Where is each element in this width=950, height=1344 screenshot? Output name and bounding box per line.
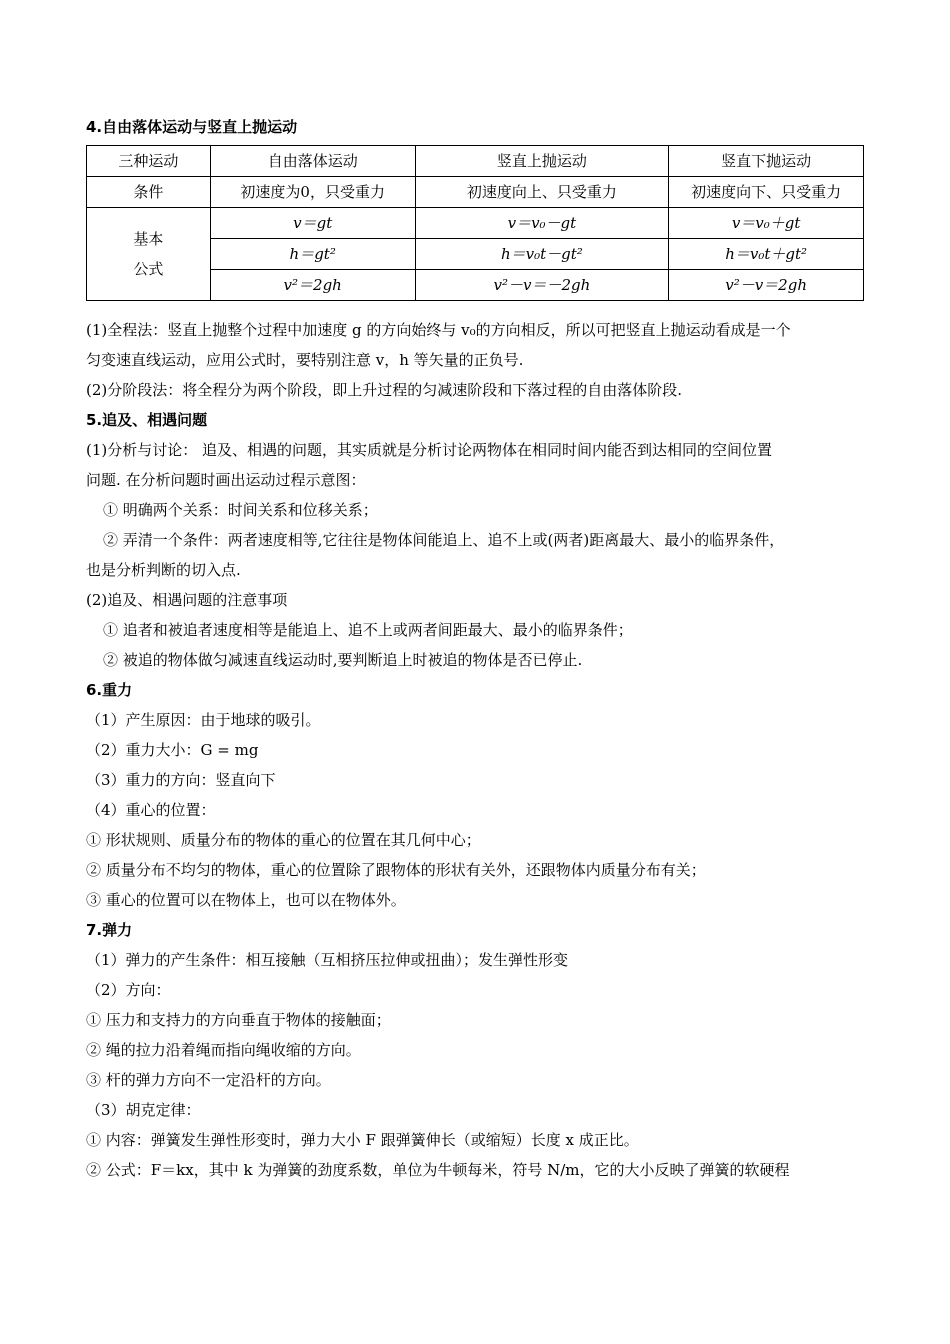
paragraph: （2）方向：	[86, 981, 171, 999]
list-item: ③ 杆的弹力方向不一定沿杆的方向。	[86, 1071, 331, 1089]
section-5-title: 5.追及、相遇问题	[86, 411, 208, 429]
paragraph: 问题. 在分析问题时画出运动过程示意图：	[86, 471, 366, 489]
paragraph: （3）重力的方向：竖直向下	[86, 771, 276, 789]
formula-cell: v＝v₀－gt	[415, 208, 669, 239]
formula-cell: v²－v＝2gh	[669, 270, 864, 301]
formula-cell: h＝v₀t＋gt²	[669, 239, 864, 270]
formula-cell: v²＝2gh	[210, 270, 415, 301]
table-row-conditions	[87, 177, 864, 208]
table-header-cell: 自由落体运动	[210, 146, 415, 177]
paragraph: (2)分阶段法：将全程分为两个阶段，即上升过程的匀减速阶段和下落过程的自由落体阶段.	[86, 381, 683, 399]
table-row-formula	[87, 208, 864, 239]
paragraph: (1)全程法：竖直上抛整个过程中加速度 g 的方向始终与 v₀的方向相反，所以可把竖直上抛运动看成是一个	[86, 321, 791, 339]
document-page	[86, 112, 864, 1185]
section-4-title: 4.自由落体运动与竖直上抛运动	[86, 118, 298, 136]
paragraph: （1）产生原因：由于地球的吸引。	[86, 711, 321, 729]
table-cell: 初速度向下、只受重力	[669, 177, 864, 208]
list-item: ① 形状规则、质量分布的物体的重心的位置在其几何中心；	[86, 831, 481, 849]
basic-formula-label	[87, 208, 211, 301]
paragraph: (1)分析与讨论： 追及、相遇的问题，其实质就是分析讨论两物体在相同时间内能否到达相同的空间位置	[86, 441, 773, 459]
section-7-title: 7.弹力	[86, 921, 133, 939]
table-header-cell: 竖直上抛运动	[415, 146, 669, 177]
table-header-cell: 三种运动	[87, 146, 211, 177]
table-header-cell: 竖直下抛运动	[669, 146, 864, 177]
list-item: ② 公式：F＝kx，其中 k 为弹簧的劲度系数，单位为牛顿每米，符号 N/m，它的大小反映了弹簧的软硬程	[86, 1161, 790, 1179]
list-item: ① 内容：弹簧发生弹性形变时，弹力大小 F 跟弹簧伸长（或缩短）长度 x 成正比。	[86, 1131, 639, 1149]
list-item: ① 压力和支持力的方向垂直于物体的接触面；	[86, 1011, 391, 1029]
table-cell: 初速度为0，只受重力	[210, 177, 415, 208]
paragraph: （3）胡克定律：	[86, 1101, 201, 1119]
list-item: ③ 重心的位置可以在物体上，也可以在物体外。	[86, 891, 406, 909]
formula-cell: h＝gt²	[210, 239, 415, 270]
paragraph: （4）重心的位置：	[86, 801, 216, 819]
paragraph: （2）重力大小：G = mg	[86, 741, 259, 759]
formula-cell: h＝v₀t－gt²	[415, 239, 669, 270]
table-cell: 条件	[87, 177, 211, 208]
table-header-row	[87, 146, 864, 177]
list-item: ② 被追的物体做匀减速直线运动时,要判断追上时被追的物体是否已停止.	[103, 651, 583, 669]
motion-table	[86, 145, 864, 301]
paragraph: 也是分析判断的切入点.	[86, 561, 241, 579]
list-item: ② 质量分布不均匀的物体，重心的位置除了跟物体的形状有关外，还跟物体内质量分布有关；	[86, 861, 706, 879]
paragraph: (2)追及、相遇问题的注意事项	[86, 591, 288, 609]
paragraph: 匀变速直线运动，应用公式时，要特别注意 v，h 等矢量的正负号.	[86, 351, 524, 369]
formula-cell: v²－v＝－2gh	[415, 270, 669, 301]
paragraph: （1）弹力的产生条件：相互接触（互相挤压拉伸或扭曲）；发生弹性形变	[86, 951, 569, 969]
formula-cell: v＝gt	[210, 208, 415, 239]
basic-label-line: 基本	[133, 230, 164, 248]
basic-label-line: 公式	[133, 260, 164, 278]
list-item: ② 弄清一个条件：两者速度相等,它往往是物体间能追上、追不上或(两者)距离最大、最小的临界条件，	[103, 531, 785, 549]
section-6-title: 6.重力	[86, 681, 133, 699]
table-cell: 初速度向上、只受重力	[415, 177, 669, 208]
list-item: ② 绳的拉力沿着绳而指向绳收缩的方向。	[86, 1041, 361, 1059]
formula-cell: v＝v₀＋gt	[669, 208, 864, 239]
list-item: ① 明确两个关系：时间关系和位移关系；	[103, 501, 378, 519]
list-item: ① 追者和被追者速度相等是能追上、追不上或两者间距最大、最小的临界条件；	[103, 621, 633, 639]
